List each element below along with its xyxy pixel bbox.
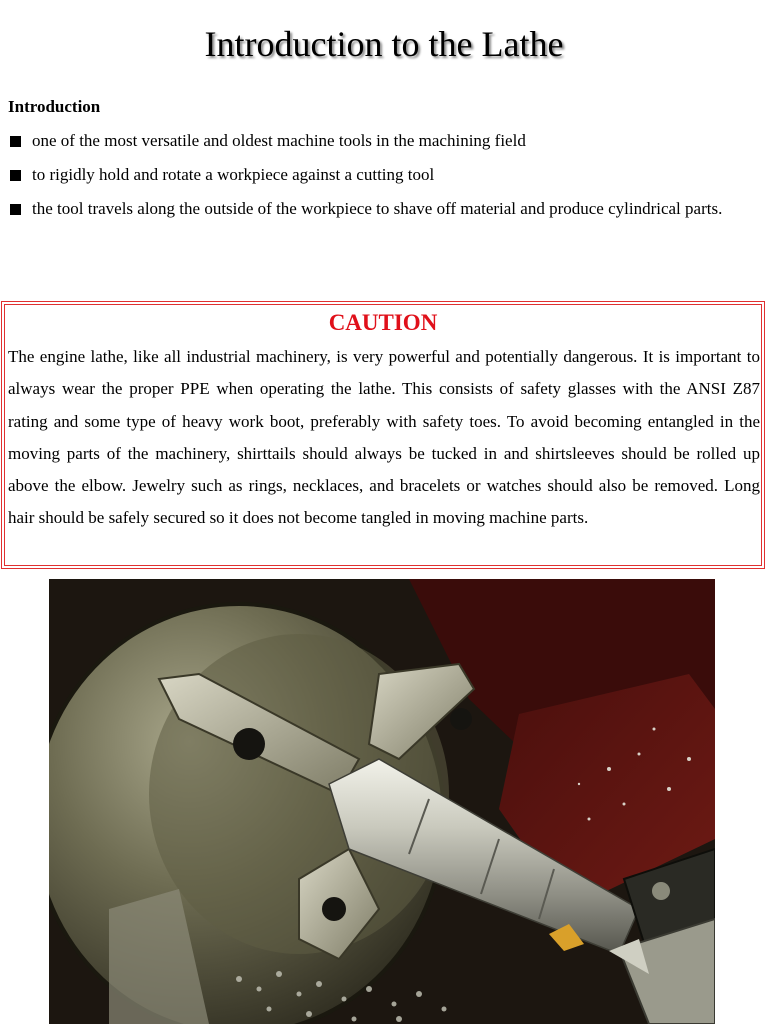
lathe-photo-illustration <box>49 579 715 1024</box>
square-bullet-icon <box>10 136 21 147</box>
bullet-text: the tool travels along the outside of the workpiece to shave off material and produce cylindrical parts. <box>32 199 723 218</box>
caution-title: CAUTION <box>328 310 438 335</box>
lathe-chuck-photo <box>49 579 715 1024</box>
square-bullet-icon <box>10 204 21 215</box>
chuck-key-hole <box>233 728 265 760</box>
introduction-heading: Introduction <box>8 97 101 116</box>
list-item <box>8 158 760 192</box>
list-item <box>8 124 760 158</box>
list-item <box>8 192 760 226</box>
bullet-text: one of the most versatile and oldest machine tools in the machining field <box>32 131 526 150</box>
introduction-bullet-list <box>8 124 760 226</box>
square-bullet-icon <box>10 170 21 181</box>
caution-box <box>1 301 765 569</box>
bullet-text: to rigidly hold and rotate a workpiece against a cutting tool <box>32 165 435 184</box>
page-title: Introduction to the Lathe <box>204 24 564 64</box>
caution-text: The engine lathe, like all industrial machinery, is very powerful and potentially dangerous. It is important to always wear the proper PPE when operating the lathe. This consists of safety glasses with the ANSI Z87 rating and some type of heavy work boot, preferably with safety toes. To avoid becoming entangled in the moving parts of the machinery, shirttails should always be tucked in and shirtsleeves should be rolled up above the elbow. Jewelry such as rings, necklaces, and bracelets or watches should also be removed. Long hair should be safely secured so it does not become tangled in moving machine parts. <box>8 347 760 528</box>
